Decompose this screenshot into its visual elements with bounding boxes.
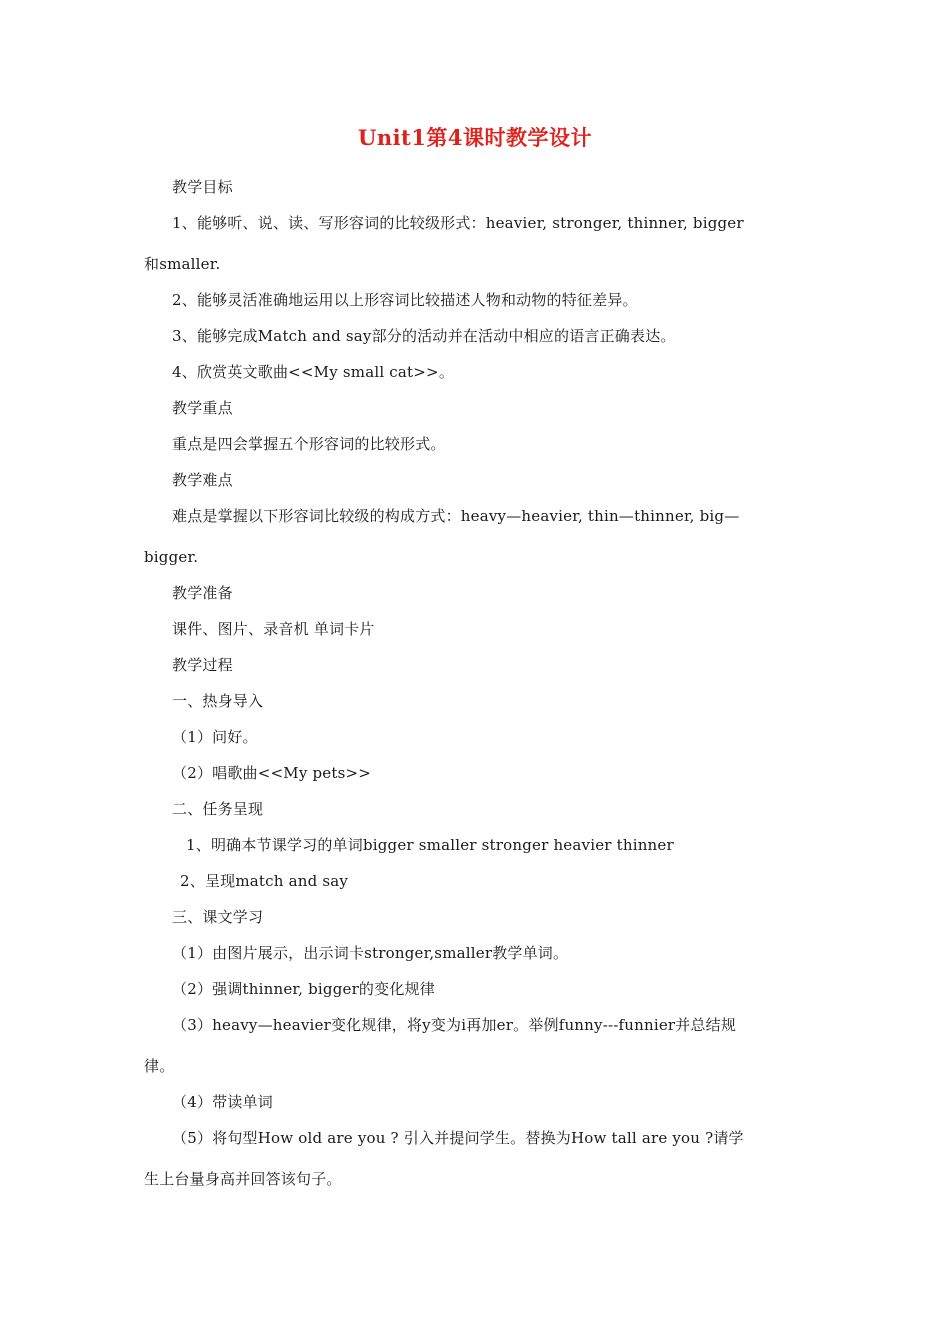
objective-1: 1、能够听、说、读、写形容词的比较级形式：heavier, stronger, thinner, bigger [172,214,744,232]
learning-step-5: （5）将句型How old are you ? 引入并提问学生。替换为How tall are you ?请学 [172,1129,744,1147]
warm-up-step-2: （2）唱歌曲<<My pets>> [172,764,372,782]
objective-1-continued: 和smaller. [144,255,221,273]
learning-step-2: （2）强调thinner, bigger的变化规律 [172,980,435,998]
heading-key-points: 教学重点 [172,399,233,417]
learning-step-5-continued: 生上台量身高并回答该句子。 [144,1170,342,1188]
heading-objectives: 教学目标 [172,178,233,196]
learning-step-3: （3）heavy—heavier变化规律，将y变为i再加er。举例funny---funnier并总结规 [172,1016,737,1034]
learning-step-1: （1）由图片展示，出示词卡stronger,smaller教学单词。 [172,944,569,962]
heading-process: 教学过程 [172,656,233,674]
document-title: Unit1第4课时教学设计 [358,125,592,150]
objective-2: 2、能够灵活准确地运用以上形容词比较描述人物和动物的特征差异。 [172,291,638,309]
key-points-text: 重点是四会掌握五个形容词的比较形式。 [172,435,446,453]
difficulties-text-continued: bigger. [144,548,199,566]
learning-step-3-continued: 律。 [144,1057,175,1075]
preparation-text: 课件、图片、录音机 单词卡片 [172,620,375,638]
heading-difficulties: 教学难点 [172,471,233,489]
difficulties-text: 难点是掌握以下形容词比较级的构成方式：heavy—heavier, thin—thinner, big— [172,507,740,525]
objective-3: 3、能够完成Match and say部分的活动并在活动中相应的语言正确表达。 [172,327,676,345]
learning-step-4: （4）带读单词 [172,1093,273,1111]
objective-4: 4、欣赏英文歌曲<<My small cat>>。 [172,363,455,381]
section-task: 二、任务呈现 [172,800,264,818]
warm-up-step-1: （1）问好。 [172,728,258,746]
heading-preparation: 教学准备 [172,584,233,602]
task-step-1: 1、明确本节课学习的单词bigger smaller stronger heavier thinner [186,836,674,854]
section-warm-up: 一、热身导入 [172,692,264,710]
task-step-2: 2、呈现match and say [180,872,349,890]
section-text-learning: 三、课文学习 [172,908,264,926]
